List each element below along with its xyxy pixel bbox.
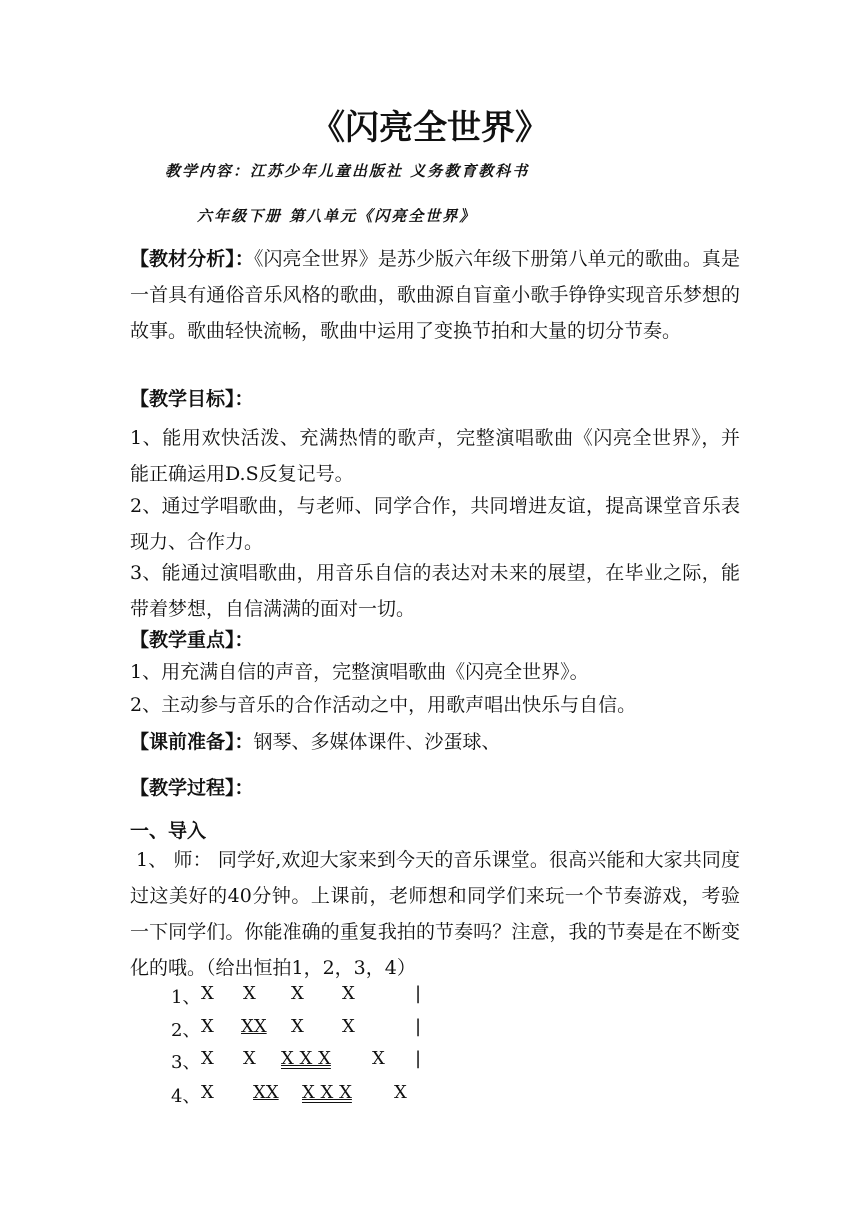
rhythm-beat: X bbox=[342, 1016, 355, 1037]
analysis-paragraph bbox=[130, 241, 740, 349]
rhythm-beat: X bbox=[291, 983, 304, 1004]
rhythm-number: 2、 bbox=[171, 1020, 201, 1041]
prep-text: 钢琴、多媒体课件、沙蛋球、 bbox=[253, 731, 501, 753]
intro-step-1: 1、 师： 同学好,欢迎大家来到今天的音乐课堂。很高兴能和大家共同度过这美好的40分钟。上课前，老师想和同学们来玩一个节奏游戏，考验一下同学们。你能准确的重复我拍的节奏吗？注意，我的节奏是在不断变化的哦。（给出恒拍1，2，3，4） bbox=[130, 849, 740, 979]
rhythm-beat: X bbox=[342, 983, 355, 1004]
rhythm-beat: X bbox=[201, 1048, 214, 1069]
keypoints-heading: 【教学重点】： bbox=[130, 629, 254, 651]
goal-item-1: 1、能用欢快活泼、充满热情的歌声，完整演唱歌曲《闪亮全世界》，并能正确运用D.S反复记号。 bbox=[130, 427, 740, 485]
process-heading: 【教学过程】： bbox=[130, 777, 254, 799]
rhythm-beat: X bbox=[372, 1048, 385, 1069]
rhythm-beat: X bbox=[243, 1048, 256, 1069]
teaching-content-line: 教学内容：江苏少年儿童出版社 义务教育教科书 bbox=[165, 162, 530, 180]
rhythm-number: 1、 bbox=[171, 987, 201, 1008]
rhythm-beat: X bbox=[201, 1016, 214, 1037]
textbook-unit-line: 六年级下册 第八单元《闪亮全世界》 bbox=[197, 207, 477, 225]
analysis-text: 《闪亮全世界》是苏少版六年级下册第八单元的歌曲。真是一首具有通俗音乐风格的歌曲，歌曲源自盲童小歌手铮铮实现音乐梦想的故事。歌曲轻快流畅，歌曲中运用了变换节拍和大量的切分节奏。 bbox=[130, 248, 740, 342]
rhythm-beat: X bbox=[201, 983, 214, 1004]
rhythm-number: 4、 bbox=[171, 1086, 201, 1107]
barline: | bbox=[415, 1016, 422, 1037]
keypoint-item-2: 2、主动参与音乐的合作活动之中，用歌声唱出快乐与自信。 bbox=[130, 694, 637, 716]
goal-item-3: 3、能通过演唱歌曲，用音乐自信的表达对未来的展望，在毕业之际，能带着梦想，自信满满的面对一切。 bbox=[130, 562, 740, 620]
goals-heading: 【教学目标】： bbox=[130, 388, 254, 410]
rhythm-beat-eighths: XX bbox=[241, 1016, 267, 1037]
document-title: 《闪亮全世界》 bbox=[311, 108, 549, 148]
rhythm-beat-sixteenths: X X X bbox=[281, 1048, 331, 1069]
rhythm-beat: X bbox=[201, 1082, 214, 1103]
rhythm-beat-sixteenths: X X X bbox=[302, 1082, 352, 1103]
rhythm-beat: X bbox=[394, 1082, 407, 1103]
rhythm-beat-eighths: XX bbox=[253, 1082, 279, 1103]
rhythm-number: 3、 bbox=[171, 1052, 201, 1073]
goal-item-2: 2、通过学唱歌曲，与老师、同学合作，共同增进友谊，提高课堂音乐表现力、合作力。 bbox=[130, 495, 740, 553]
barline: | bbox=[415, 983, 422, 1004]
rhythm-beat: X bbox=[243, 983, 256, 1004]
barline: | bbox=[415, 1048, 422, 1069]
analysis-heading: 【教材分析】： bbox=[130, 248, 254, 270]
prep-line bbox=[130, 727, 501, 754]
prep-heading: 【课前准备】： bbox=[130, 731, 254, 753]
section-intro-heading: 一、导入 bbox=[130, 820, 207, 842]
rhythm-beat: X bbox=[291, 1016, 304, 1037]
keypoint-item-1: 1、用充满自信的声音，完整演唱歌曲《闪亮全世界》。 bbox=[130, 661, 589, 683]
